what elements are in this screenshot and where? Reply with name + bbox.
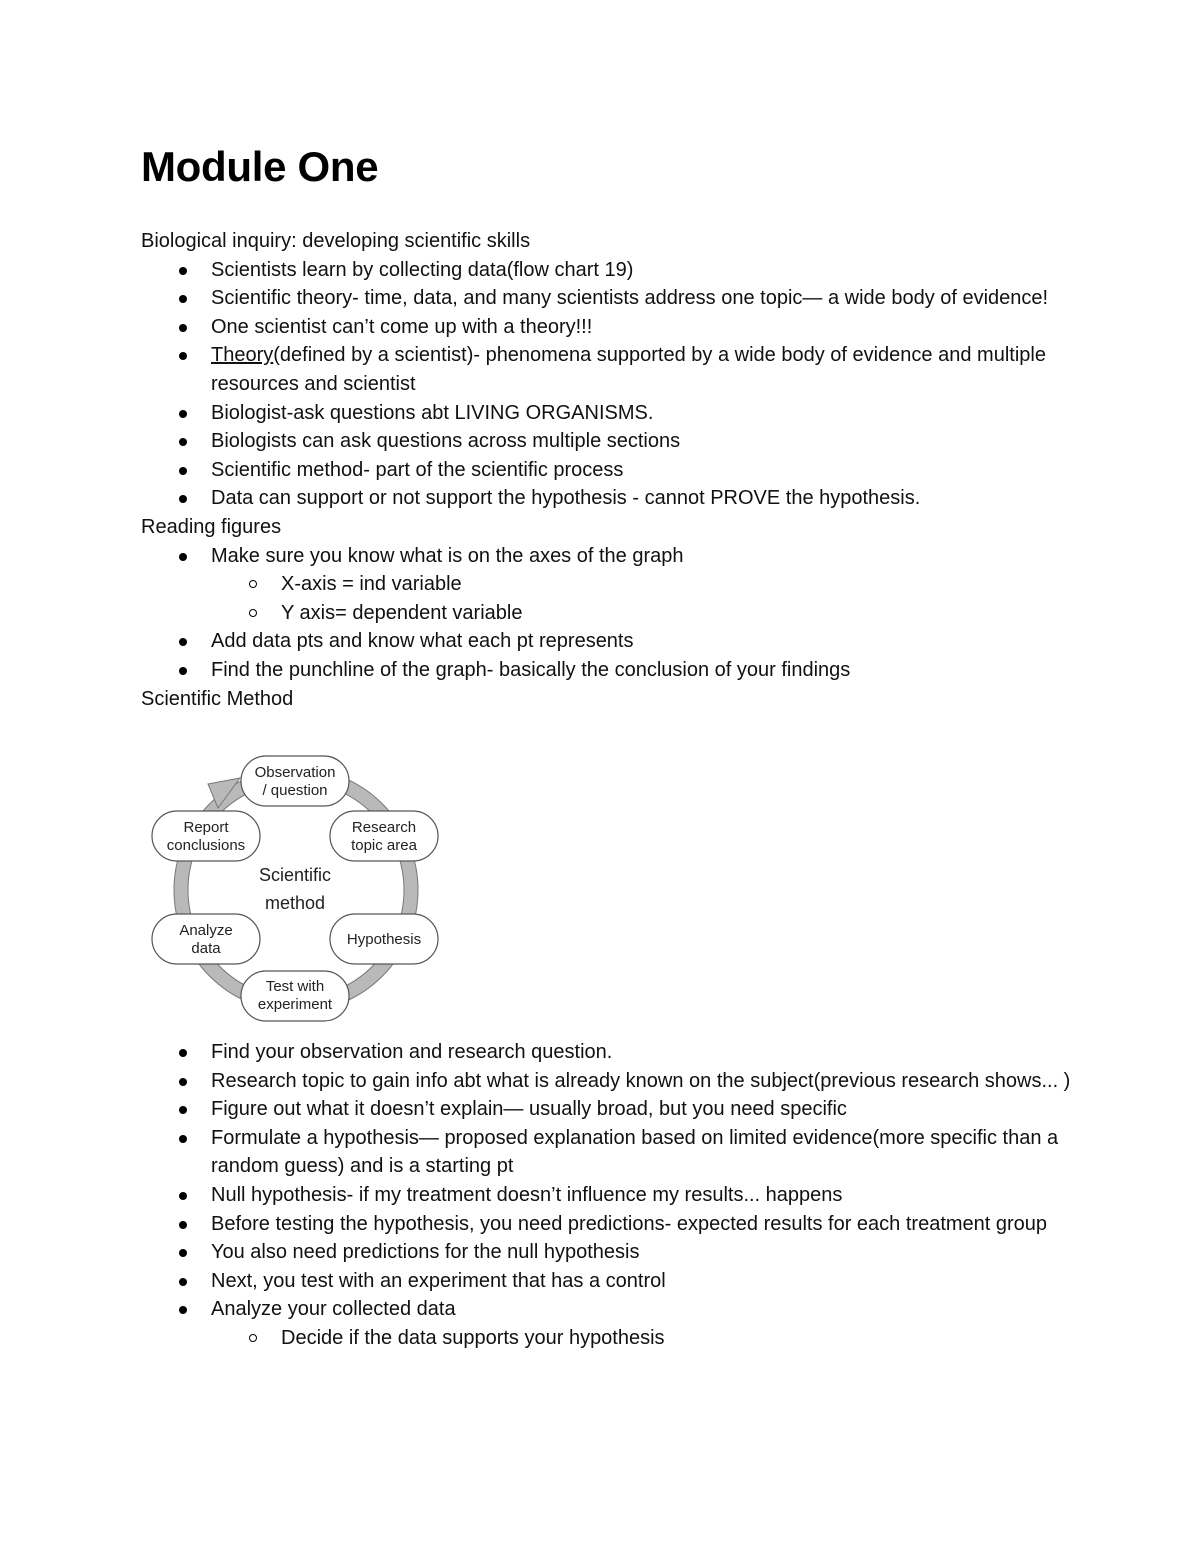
list-item: Before testing the hypothesis, you need predictions- expected results for each treatment group: [141, 1210, 1101, 1239]
sub-list-item: X-axis = ind variable: [211, 570, 1101, 599]
cycle-diagram-svg: [148, 754, 444, 1024]
node-observation: [241, 756, 349, 806]
notes-upper: [141, 227, 1101, 713]
node-analyze: [152, 914, 260, 964]
list-item: Add data pts and know what each pt represents: [141, 627, 1101, 656]
scientific-method-diagram: [148, 754, 444, 1024]
node-label: topic area: [351, 837, 417, 854]
list-item: You also need predictions for the null hypothesis: [141, 1238, 1101, 1267]
node-label: Research: [351, 819, 417, 836]
list-item: Next, you test with an experiment that has a control: [141, 1267, 1101, 1296]
list-item: Formulate a hypothesis— proposed explanation based on limited evidence(more specific than a random guess) and is a starting pt: [141, 1124, 1101, 1181]
list-item: Figure out what it doesn’t explain— usually broad, but you need specific: [141, 1095, 1101, 1124]
node-label: Hypothesis: [346, 931, 422, 948]
list-item: Scientific method- part of the scientific process: [141, 456, 1101, 485]
inquiry-list: [141, 256, 1101, 513]
list-item-text: Make sure you know what is on the axes of the graph: [211, 544, 684, 567]
list-item: Find the punchline of the graph- basically the conclusion of your findings: [141, 656, 1101, 685]
node-label: experiment: [257, 996, 333, 1013]
list-item: Find your observation and research question.: [141, 1038, 1101, 1067]
section-heading-reading-figures: Reading figures: [141, 515, 282, 538]
list-item: Scientists learn by collecting data(flow chart 19): [141, 256, 1101, 285]
section-heading-inquiry: Biological inquiry: developing scientific skills: [141, 230, 531, 252]
diagram-center-label: Scientific: [258, 865, 332, 885]
list-item: Scientific theory- time, data, and many scientists address one topic— a wide body of evidence!: [141, 284, 1101, 313]
list-item: One scientist can’t come up with a theory!!!: [141, 313, 1101, 342]
node-test: [241, 971, 349, 1021]
axes-sublist: [211, 570, 1101, 627]
list-item: [141, 542, 1101, 628]
node-label: data: [191, 940, 221, 957]
list-item: Research topic to gain info abt what is already known on the subject(previous research shows... ): [141, 1067, 1101, 1096]
node-label: conclusions: [166, 837, 246, 854]
list-item: [141, 1295, 1101, 1352]
node-label: Observation: [254, 764, 336, 781]
node-hypothesis: [330, 914, 438, 964]
theory-term: Theory: [211, 344, 274, 367]
node-label: Test with: [265, 978, 325, 995]
sub-list-item: Decide if the data supports your hypothesis: [211, 1324, 1101, 1353]
diagram-center-label: method: [264, 893, 326, 913]
node-label: Report: [183, 819, 229, 836]
list-item: Biologists can ask questions across multiple sections: [141, 427, 1101, 456]
sub-list-item: Y axis= dependent variable: [211, 599, 1101, 628]
list-item-text: Analyze your collected data: [211, 1298, 456, 1321]
list-item: Data can support or not support the hypothesis - cannot PROVE the hypothesis.: [141, 484, 1101, 513]
node-research: [330, 811, 438, 861]
scientific-method-list: [141, 1038, 1101, 1353]
section-heading-scientific-method: Scientific Method: [141, 687, 294, 710]
node-label: / question: [262, 782, 328, 799]
list-item: [141, 341, 1101, 398]
page-title: Module One: [141, 143, 379, 190]
notes-lower: [141, 1038, 1101, 1353]
analyze-sublist: [211, 1324, 1101, 1353]
list-item: Null hypothesis- if my treatment doesn’t influence my results... happens: [141, 1181, 1101, 1210]
theory-definition: (defined by a scientist)- phenomena supported by a wide body of evidence and multiple resources and scientist: [211, 344, 1046, 395]
node-label: Analyze: [179, 922, 233, 939]
node-report: [152, 811, 260, 861]
list-item: Biologist-ask questions abt LIVING ORGANISMS.: [141, 399, 1101, 428]
reading-figures-list: [141, 542, 1101, 685]
